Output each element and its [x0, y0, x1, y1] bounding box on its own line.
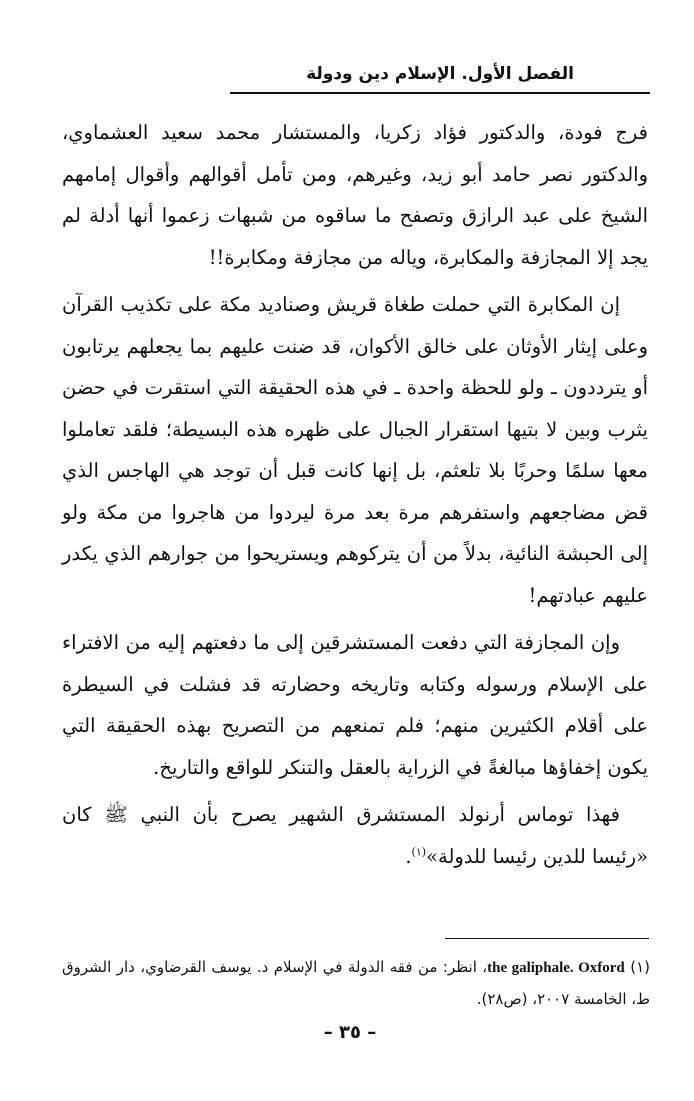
- footnote-text: ، انظر: من فقه الدولة في الإسلام د. يوسف القرضاوي، دار الشروق ط، الخامسة ٢٠٠٧، (ص٢٨).: [62, 958, 650, 1008]
- page-number: – ٣٥ –: [323, 1022, 377, 1043]
- footnote-line: [62, 952, 650, 1015]
- footnote-latin-title: the galiphale. Oxford: [487, 960, 625, 976]
- footnote: [62, 952, 650, 1015]
- paragraph-4-text: فهذا توماس أرنولد المستشرق الشهير يصرح بأن النبي ﷺ كان «رئيسا للدين رئيسا للدولة»: [62, 803, 648, 868]
- running-header: الفصل الأول. الإسلام دين ودولة: [306, 64, 574, 84]
- footnote-marker: (١): [630, 958, 650, 976]
- paragraph-2: إن المكابرة التي حملت طغاة قريش وصناديد مكة على تكذيب القرآن وعلى إيثار الأوثان على خالق الأكوان، قد ضنت عليهم بما يجعلهم يرتابون أو يترددون ـ ولو للحظة واحدة ـ في هذه الحقيقة التي استقرت في حضن يثرب وبين لا بتيها استقرار الجبال على ظهره هذه البسيطة؛ فلقد تعاملوا معها سلمًا وحربًا بلا تلعثم، بل إنها كانت قبل أن توجد هي الهاجس الذي قض مضاجعهم واستفرهم مرة بعد مرة ليردوا من هاجروا من مكة ولو إلى الحبشة النائية، بدلاً من أن يتركوهم ويستريحوا من جوارهم الذي يكدر عليهم عبادتهم!: [62, 293, 648, 607]
- paragraph-3: وإن المجازفة التي دفعت المستشرقين إلى ما دفعتهم إليه من الافتراء على الإسلام ورسوله وكتابه وتاريخه وحضارته قد فشلت في السيطرة على أقلام الكثيرين منهم؛ فلم تمنعهم من التصريح بهذه الحقيقة التي يكون إخفاؤها مبالغةً في الزراية بالعقل والتنكر للواقع والتاريخ.: [62, 631, 648, 779]
- footnote-reference[interactable]: (١): [411, 845, 427, 858]
- paragraph-4: [62, 794, 648, 877]
- header-rule: [230, 92, 650, 94]
- body-text: [62, 112, 648, 883]
- footnote-rule: [445, 938, 649, 939]
- paragraph-4-end: .: [405, 844, 412, 868]
- paragraph-1: فرج فودة، والدكتور فؤاد زكريا، والمستشار محمد سعيد العشماوي، والدكتور نصر حامد أبو زيد، وغيرهم، ومن تأمل أقوالهم وأقوال إمامهم الشيخ على عبد الرازق وتصفح ما ساقوه من شبهات زعموا أنها أدلة لم يجد إلا المجازفة والمكابرة، وياله من مجازفة ومكابرة!!: [62, 121, 648, 269]
